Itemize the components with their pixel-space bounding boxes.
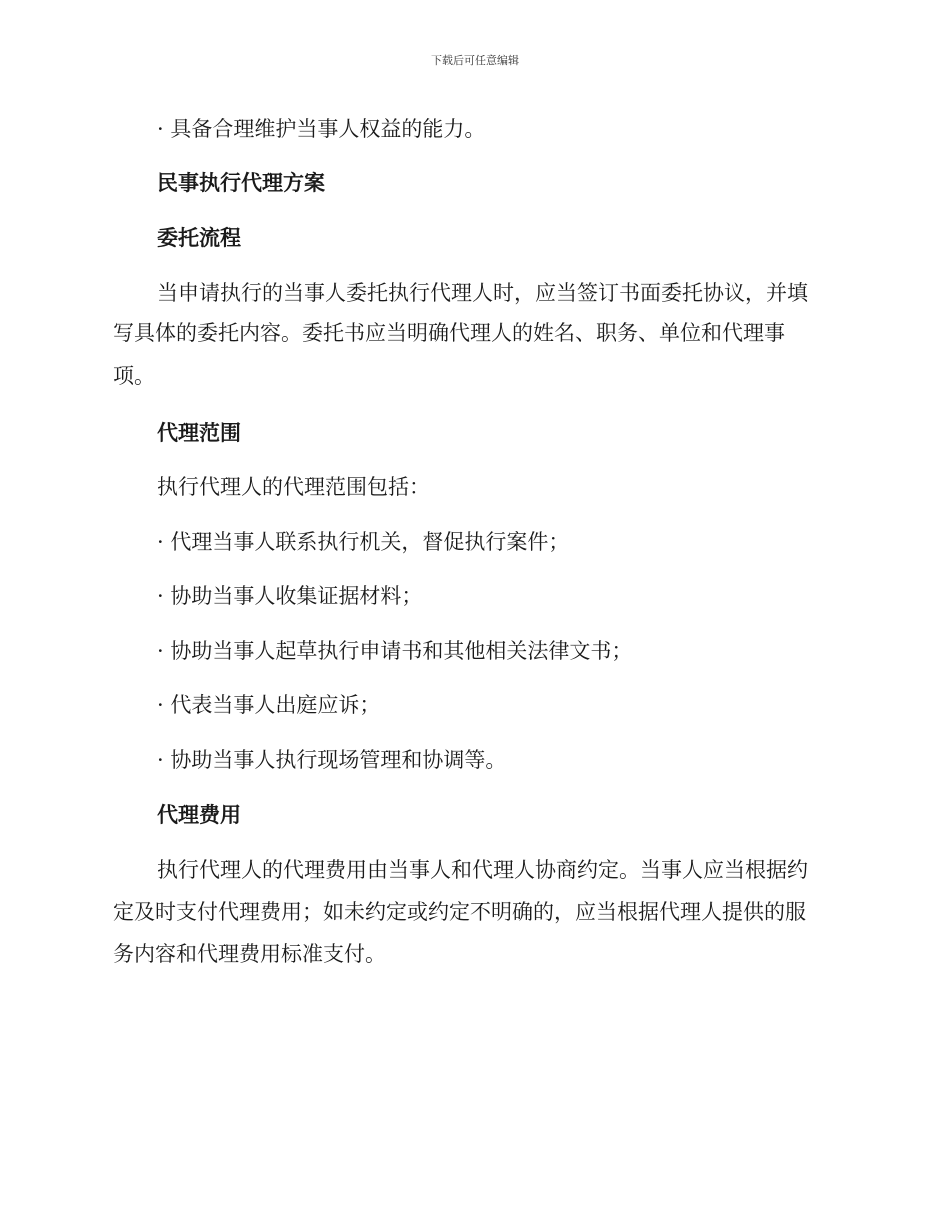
- page-header: 下载后可任意编辑: [431, 54, 519, 67]
- bullet-item: · 代表当事人出庭应诉；: [157, 693, 381, 717]
- bullet-item: · 协助当事人起草执行申请书和其他相关法律文书；: [157, 639, 633, 663]
- paragraph-line: 执行代理人的代理范围包括：: [157, 475, 430, 499]
- paragraph-line: 执行代理人的代理费用由当事人和代理人协商约定。当事人应当根据约: [157, 858, 808, 882]
- section-heading-scope: 代理范围: [157, 421, 241, 445]
- section-heading-fees: 代理费用: [157, 803, 241, 827]
- bullet-item: · 具备合理维护当事人权益的能力。: [157, 117, 486, 141]
- section-heading-entrustment: 委托流程: [157, 226, 241, 250]
- paragraph-line: 写具体的委托内容。委托书应当明确代理人的姓名、职务、单位和代理事: [113, 321, 785, 345]
- bullet-item: · 协助当事人收集证据材料；: [157, 584, 423, 608]
- bullet-item: · 代理当事人联系执行机关，督促执行案件；: [157, 530, 570, 554]
- paragraph-line: 项。: [113, 364, 155, 388]
- paragraph-line: 定及时支付代理费用；如未约定或约定不明确的，应当根据代理人提供的服: [113, 900, 806, 924]
- document-title: 民事执行代理方案: [157, 171, 325, 195]
- paragraph-line: 务内容和代理费用标准支付。: [113, 942, 386, 966]
- bullet-item: · 协助当事人执行现场管理和协调等。: [157, 748, 507, 772]
- paragraph-line: 当申请执行的当事人委托执行代理人时，应当签订书面委托协议，并填: [157, 281, 808, 305]
